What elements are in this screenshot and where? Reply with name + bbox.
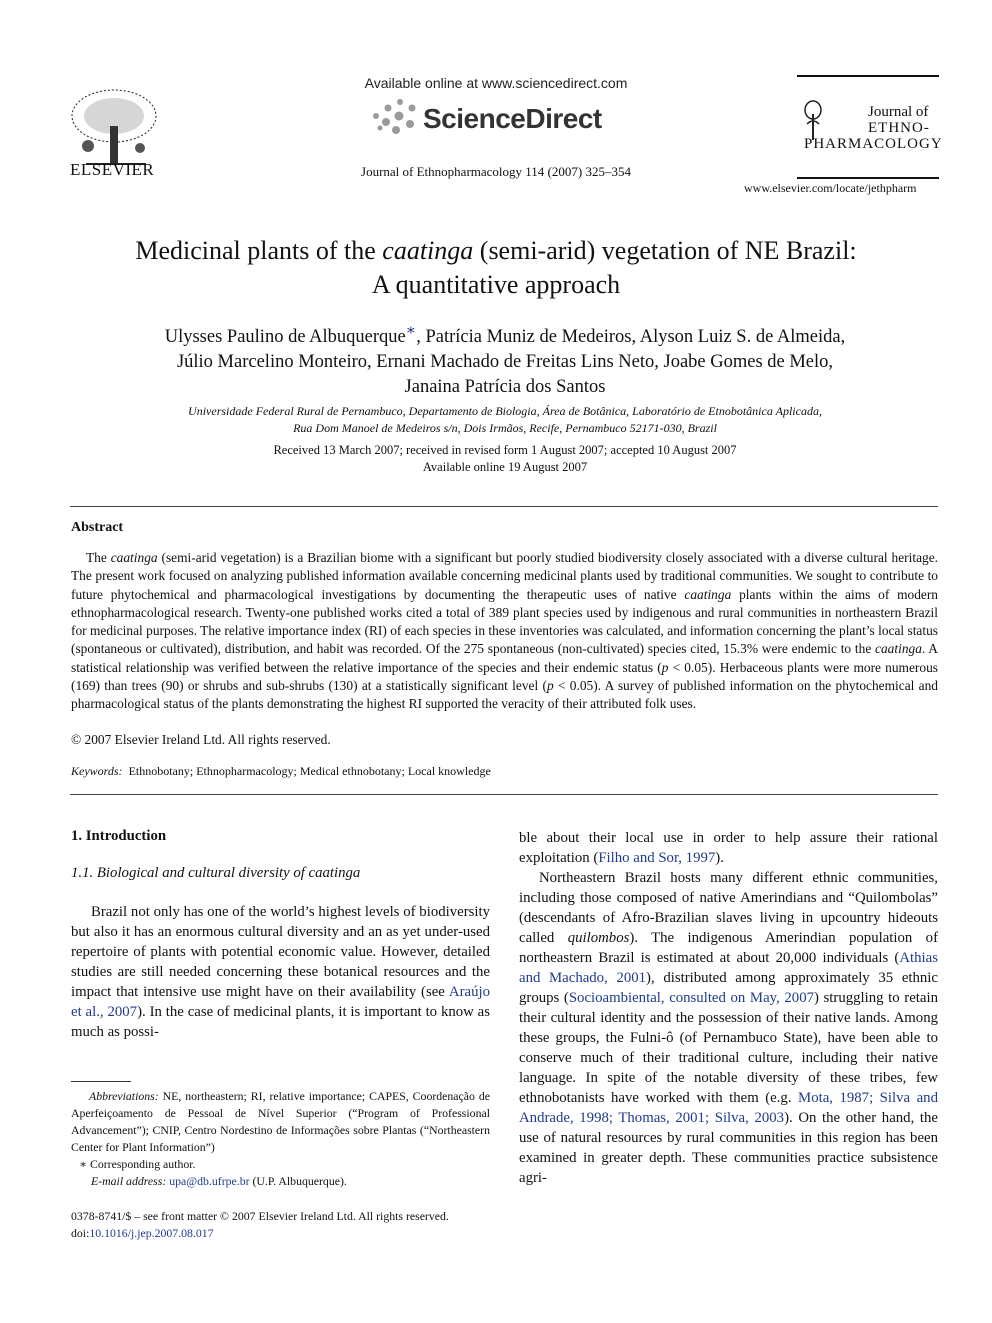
author-list [60,318,950,400]
affiliation [60,403,950,437]
article-title [0,234,992,302]
title-italic: caatinga [382,236,474,265]
citation-link[interactable]: Filho and Sor, 1997 [598,850,716,866]
journal-plant-icon [803,100,823,140]
abbreviations-note: Abbreviations: NE, northeastern; RI, relative importance; CAPES, Coordenação de Aperfeiçoamento de Pessoal de Nível Superior (“Program of Professional Advancement”); CNIP, Centro Nordestino de Informações sobre Plantas (“Northeastern Center for Plant Information”) [71,1089,490,1154]
citation-link[interactable]: Araújo et al., 2007 [71,984,490,1020]
email-link[interactable]: upa@db.ufrpe.br [169,1174,250,1188]
title-part2: (semi-arid) vegetation of NE Brazil: [473,236,857,265]
keywords [71,764,491,779]
received-dates: Received 13 March 2007; received in revised form 1 August 2007; accepted 10 August 2007 [273,443,737,457]
keywords-label: Keywords: [71,764,123,778]
available-online-text[interactable]: Available online at www.sciencedirect.com [364,75,628,91]
abstract-heading: Abstract [71,520,124,535]
author-first: Ulysses Paulino de Albuquerque [164,327,406,348]
corresponding-note: ∗ Corresponding author. [79,1157,196,1171]
journal-url[interactable]: www.elsevier.com/locate/jethpharm [744,181,917,195]
paragraph-1-end: ble about their local use in order to help assure their rational exploitation (Filho and Sor, 1997). [519,830,938,866]
sciencedirect-logo[interactable]: ScienceDirect [423,103,602,134]
article-dates [60,442,950,476]
paragraph-2: Northeastern Brazil hosts many different ethnic communities, including those composed of native Amerindians and “Quilombolas” (descendants of Afro-Brazilian slaves living in upcountry hideouts called quilombos). The indigenous Amerindian population of northeastern Brazil is estimated at about 20,000 individuals (Athias and Machado, 2001), distributed among approximately 35 ethnic groups (Socioambiental, consulted on May, 2007) struggling to retain their cultural identity and the possession of their native lands. Among these groups, the Fulni-ô (of Pernambuco State), have been able to conserve much of their traditional culture, including their native language. In spite of the notable diversity of these tribes, few ethnobotanists have worked with them (e.g. Mota, 1987; Silva and Andrade, 1998; Thomas, 2001; Silva, 2003). On the other hand, the use of natural resources by rural communities in this region has been examined in greater depth. These communities practice subsistence agri- [519,870,938,1186]
journal-logo-line1: Journal of [868,104,929,120]
doi-link[interactable]: 10.1016/j.jep.2007.08.017 [89,1226,214,1240]
subsection-heading: 1.1. Biological and cultural diversity of caatinga [71,865,361,881]
copyright-notice: © 2007 Elsevier Ireland Ltd. All rights reserved. [71,732,331,747]
footnote-divider [71,1081,131,1082]
front-matter-text: 0378-8741/$ – see front matter © 2007 Elsevier Ireland Ltd. All rights reserved. [71,1209,449,1223]
authors-line1-rest: , Patrícia Muniz de Medeiros, Alyson Luiz S. de Almeida, [416,327,846,348]
divider [70,794,938,795]
footnotes [71,1088,490,1190]
corresponding-author-link[interactable]: ∗ [405,322,417,339]
title-line2: A quantitative approach [371,270,621,299]
left-column [71,828,490,1042]
keywords-list: Ethnobotany; Ethnopharmacology; Medical ethnobotany; Local knowledge [128,764,491,778]
journal-logo-line2: ETHNO- [868,120,930,136]
affiliation-line2: Rua Dom Manoel de Medeiros s/n, Dois Irmãos, Recife, Pernambuco 52171-030, Brazil [293,421,717,435]
affiliation-line1: Universidade Federal Rural de Pernambuco, Departamento de Biologia, Área de Botânica, Laboratório de Etnobotânica Aplicada, [188,404,822,418]
front-matter [71,1208,449,1242]
authors-line3: Janaina Patrícia dos Santos [404,377,606,398]
citation-link[interactable]: Mota, 1987; Silva and Andrade, 1998; Thomas, 2001; Silva, 2003 [519,1090,938,1126]
journal-reference: Journal of Ethnopharmacology 114 (2007) 325–354 [361,164,631,179]
journal-logo-line3: PHARMACOLOGY [804,136,943,152]
citation-link[interactable]: Socioambiental, consulted on May, 2007 [568,990,814,1006]
email-note: E-mail address: upa@db.ufrpe.br (U.P. Albuquerque). [91,1174,347,1188]
abstract-text: The caatinga (semi-arid vegetation) is a Brazilian biome with a significant but poorly studied biodiversity closely associated with a diverse cultural heritage. The present work focused on analyzing published information available concerning medicinal plants used by traditional communities. We sought to contribute to future phytochemical and pharmacological investigations by documenting the therapeutic uses of native caatinga plants within the aims of modern ethnopharmacological research. Twenty-one published works cited a total of 389 plant species used by indigenous and rural communities in northeastern Brazil for medicinal purposes. The relative importance index (RI) of each species in these inventories was calculated, and information concerning the plant’s local status (spontaneous or cultivated), distribution, and habit was recorded. Of the 275 spontaneous (non-cultivated) species cited, 15.3% were endemic to the caatinga. A statistical relationship was verified between the relative importance of the species and their endemic status (p < 0.05). Herbaceous plants were more numerous (169) than trees (90) or shrubs and sub-shrubs (130) at a statistically significant level (p < 0.05). A survey of published information on the phytochemical and pharmacological status of the plants demonstrating the highest RI supported the veracity of their attributed folk uses. [71,550,938,712]
paragraph-1-start: Brazil not only has one of the world’s highest levels of biodiversity but also it has an enormous cultural diversity and an as yet under-used repertoire of plants with potential economic value. However, detailed studies are still needed concerning these botanical resources and the impact that intensive use might have on their availability (see Araújo et al., 2007). In the case of medicinal plants, it is important to know as much as possi- [71,904,491,1040]
citation-link[interactable]: Athias and Machado, 2001 [519,950,938,986]
divider [70,506,938,507]
doi-label: doi: [71,1226,90,1240]
title-part1: Medicinal plants of the [135,236,383,265]
online-date: Available online 19 August 2007 [422,460,588,474]
right-column [519,828,938,1188]
section-heading-introduction: 1. Introduction [71,828,167,844]
authors-line2: Júlio Marcelino Monteiro, Ernani Machado de Freitas Lins Neto, Joabe Gomes de Melo, [176,352,834,373]
publisher-name: ELSEVIER [70,160,155,179]
